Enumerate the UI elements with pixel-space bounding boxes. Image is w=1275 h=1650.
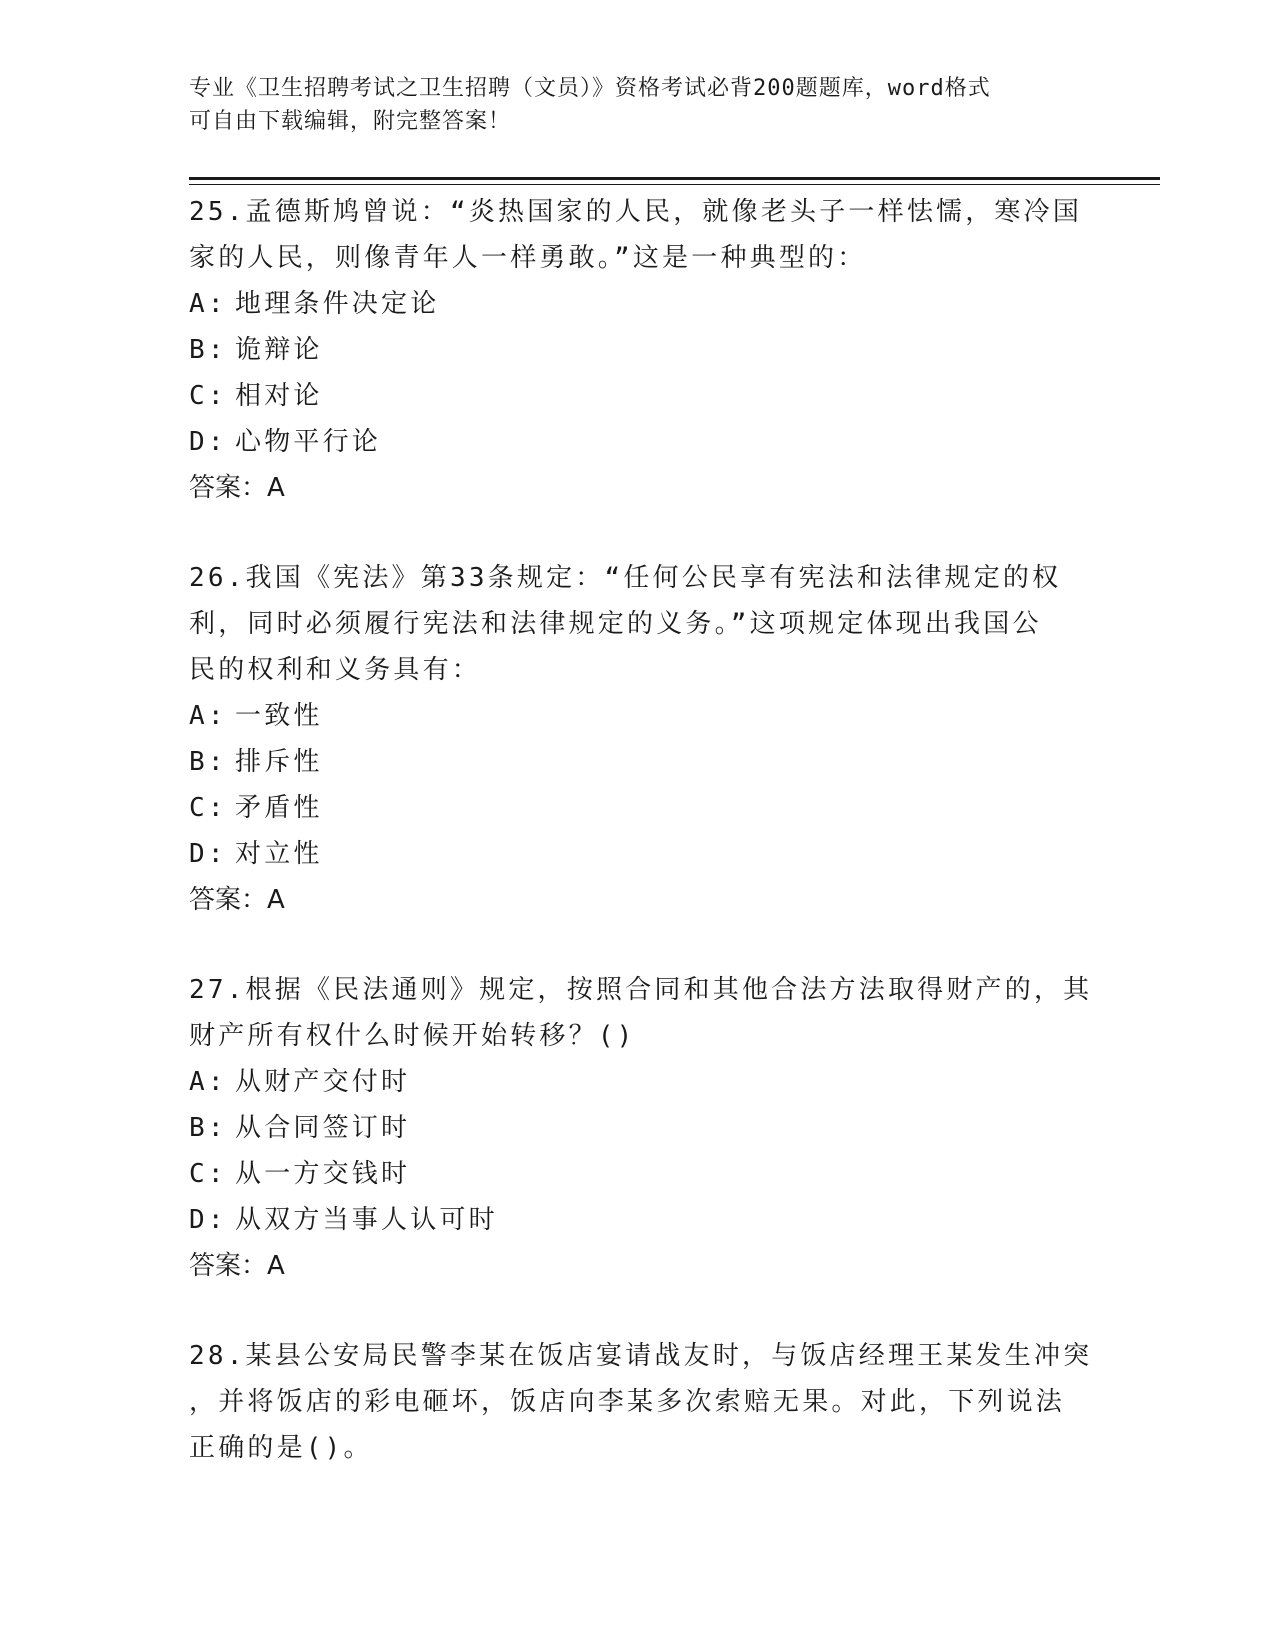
- option-text: 从一方交钱时: [235, 1159, 411, 1189]
- question-stem: [189, 555, 1089, 693]
- option-b: [189, 1105, 1089, 1151]
- option-text: 诡辩论: [235, 335, 323, 365]
- question-28: [189, 1333, 1093, 1471]
- option-letter: A:: [189, 289, 227, 319]
- option-letter: B:: [189, 335, 227, 365]
- question-stem-line: 26.我国《宪法》第33条规定：“任何公民享有宪法和法律规定的权: [189, 563, 1062, 593]
- option-d: [189, 1197, 1089, 1243]
- question-stem: [189, 967, 1093, 1059]
- question-stem-line: 25.孟德斯鸠曾说：“炎热国家的人民，就像老头子一样怯懦，寒冷国: [189, 197, 1083, 227]
- option-c: [189, 785, 1089, 831]
- option-text: 从财产交付时: [235, 1067, 411, 1097]
- option-letter: C:: [189, 381, 227, 411]
- option-letter: C:: [189, 1159, 227, 1189]
- option-text: 矛盾性: [235, 793, 323, 823]
- answer-line: 答案：A: [189, 1251, 285, 1281]
- question-stem-line: 28.某县公安局民警李某在饭店宴请战友时，与饭店经理王某发生冲突: [189, 1341, 1093, 1371]
- question-list: [189, 189, 1093, 1515]
- option-letter: C:: [189, 793, 227, 823]
- option-text: 一致性: [235, 701, 323, 731]
- question-25: [189, 189, 1089, 511]
- option-d: [189, 419, 1089, 465]
- option-text: 地理条件决定论: [235, 289, 440, 319]
- document-header: [189, 72, 1069, 138]
- question-stem-line: 民的权利和义务具有：: [189, 655, 482, 685]
- question-stem-line: ，并将饭店的彩电砸坏，饭店向李某多次索赔无果。对此，下列说法: [189, 1387, 1066, 1417]
- option-letter: B:: [189, 1113, 227, 1143]
- option-text: 对立性: [235, 839, 323, 869]
- answer-line: 答案：A: [189, 885, 285, 915]
- option-a: [189, 281, 1089, 327]
- question-stem-line: 27.根据《民法通则》规定，按照合同和其他合法方法取得财产的，其: [189, 975, 1093, 1005]
- header-line-1: 专业《卫生招聘考试之卫生招聘（文员）》资格考试必背200题题库，word格式: [189, 76, 991, 101]
- option-text: 从双方当事人认可时: [235, 1205, 498, 1235]
- answer-line: 答案：A: [189, 473, 285, 503]
- question-stem-line: 利，同时必须履行宪法和法律规定的义务。”这项规定体现出我国公: [189, 609, 1042, 639]
- option-c: [189, 1151, 1089, 1197]
- question-stem: [189, 189, 1089, 281]
- question-stem: [189, 1333, 1093, 1471]
- question-26: [189, 555, 1089, 923]
- option-letter: D:: [189, 1205, 227, 1235]
- question-stem-line: 家的人民，则像青年人一样勇敢。”这是一种典型的：: [189, 243, 867, 273]
- option-text: 相对论: [235, 381, 323, 411]
- option-text: 心物平行论: [235, 427, 382, 457]
- option-letter: D:: [189, 427, 227, 457]
- question-stem-line: 正确的是()。: [189, 1433, 373, 1463]
- option-b: [189, 327, 1089, 373]
- header-line-2: 可自由下载编辑，附完整答案！: [189, 109, 512, 134]
- option-d: [189, 831, 1089, 877]
- header-divider-thick: [189, 177, 1160, 180]
- option-letter: D:: [189, 839, 227, 869]
- option-letter: A:: [189, 701, 227, 731]
- option-b: [189, 739, 1089, 785]
- option-text: 排斥性: [235, 747, 323, 777]
- option-letter: A:: [189, 1067, 227, 1097]
- option-a: [189, 1059, 1089, 1105]
- option-a: [189, 693, 1089, 739]
- header-divider-thin: [189, 184, 1160, 185]
- option-c: [189, 373, 1089, 419]
- question-27: [189, 967, 1093, 1289]
- option-letter: B:: [189, 747, 227, 777]
- question-stem-line: 财产所有权什么时候开始转移？(): [189, 1021, 636, 1051]
- option-text: 从合同签订时: [235, 1113, 411, 1143]
